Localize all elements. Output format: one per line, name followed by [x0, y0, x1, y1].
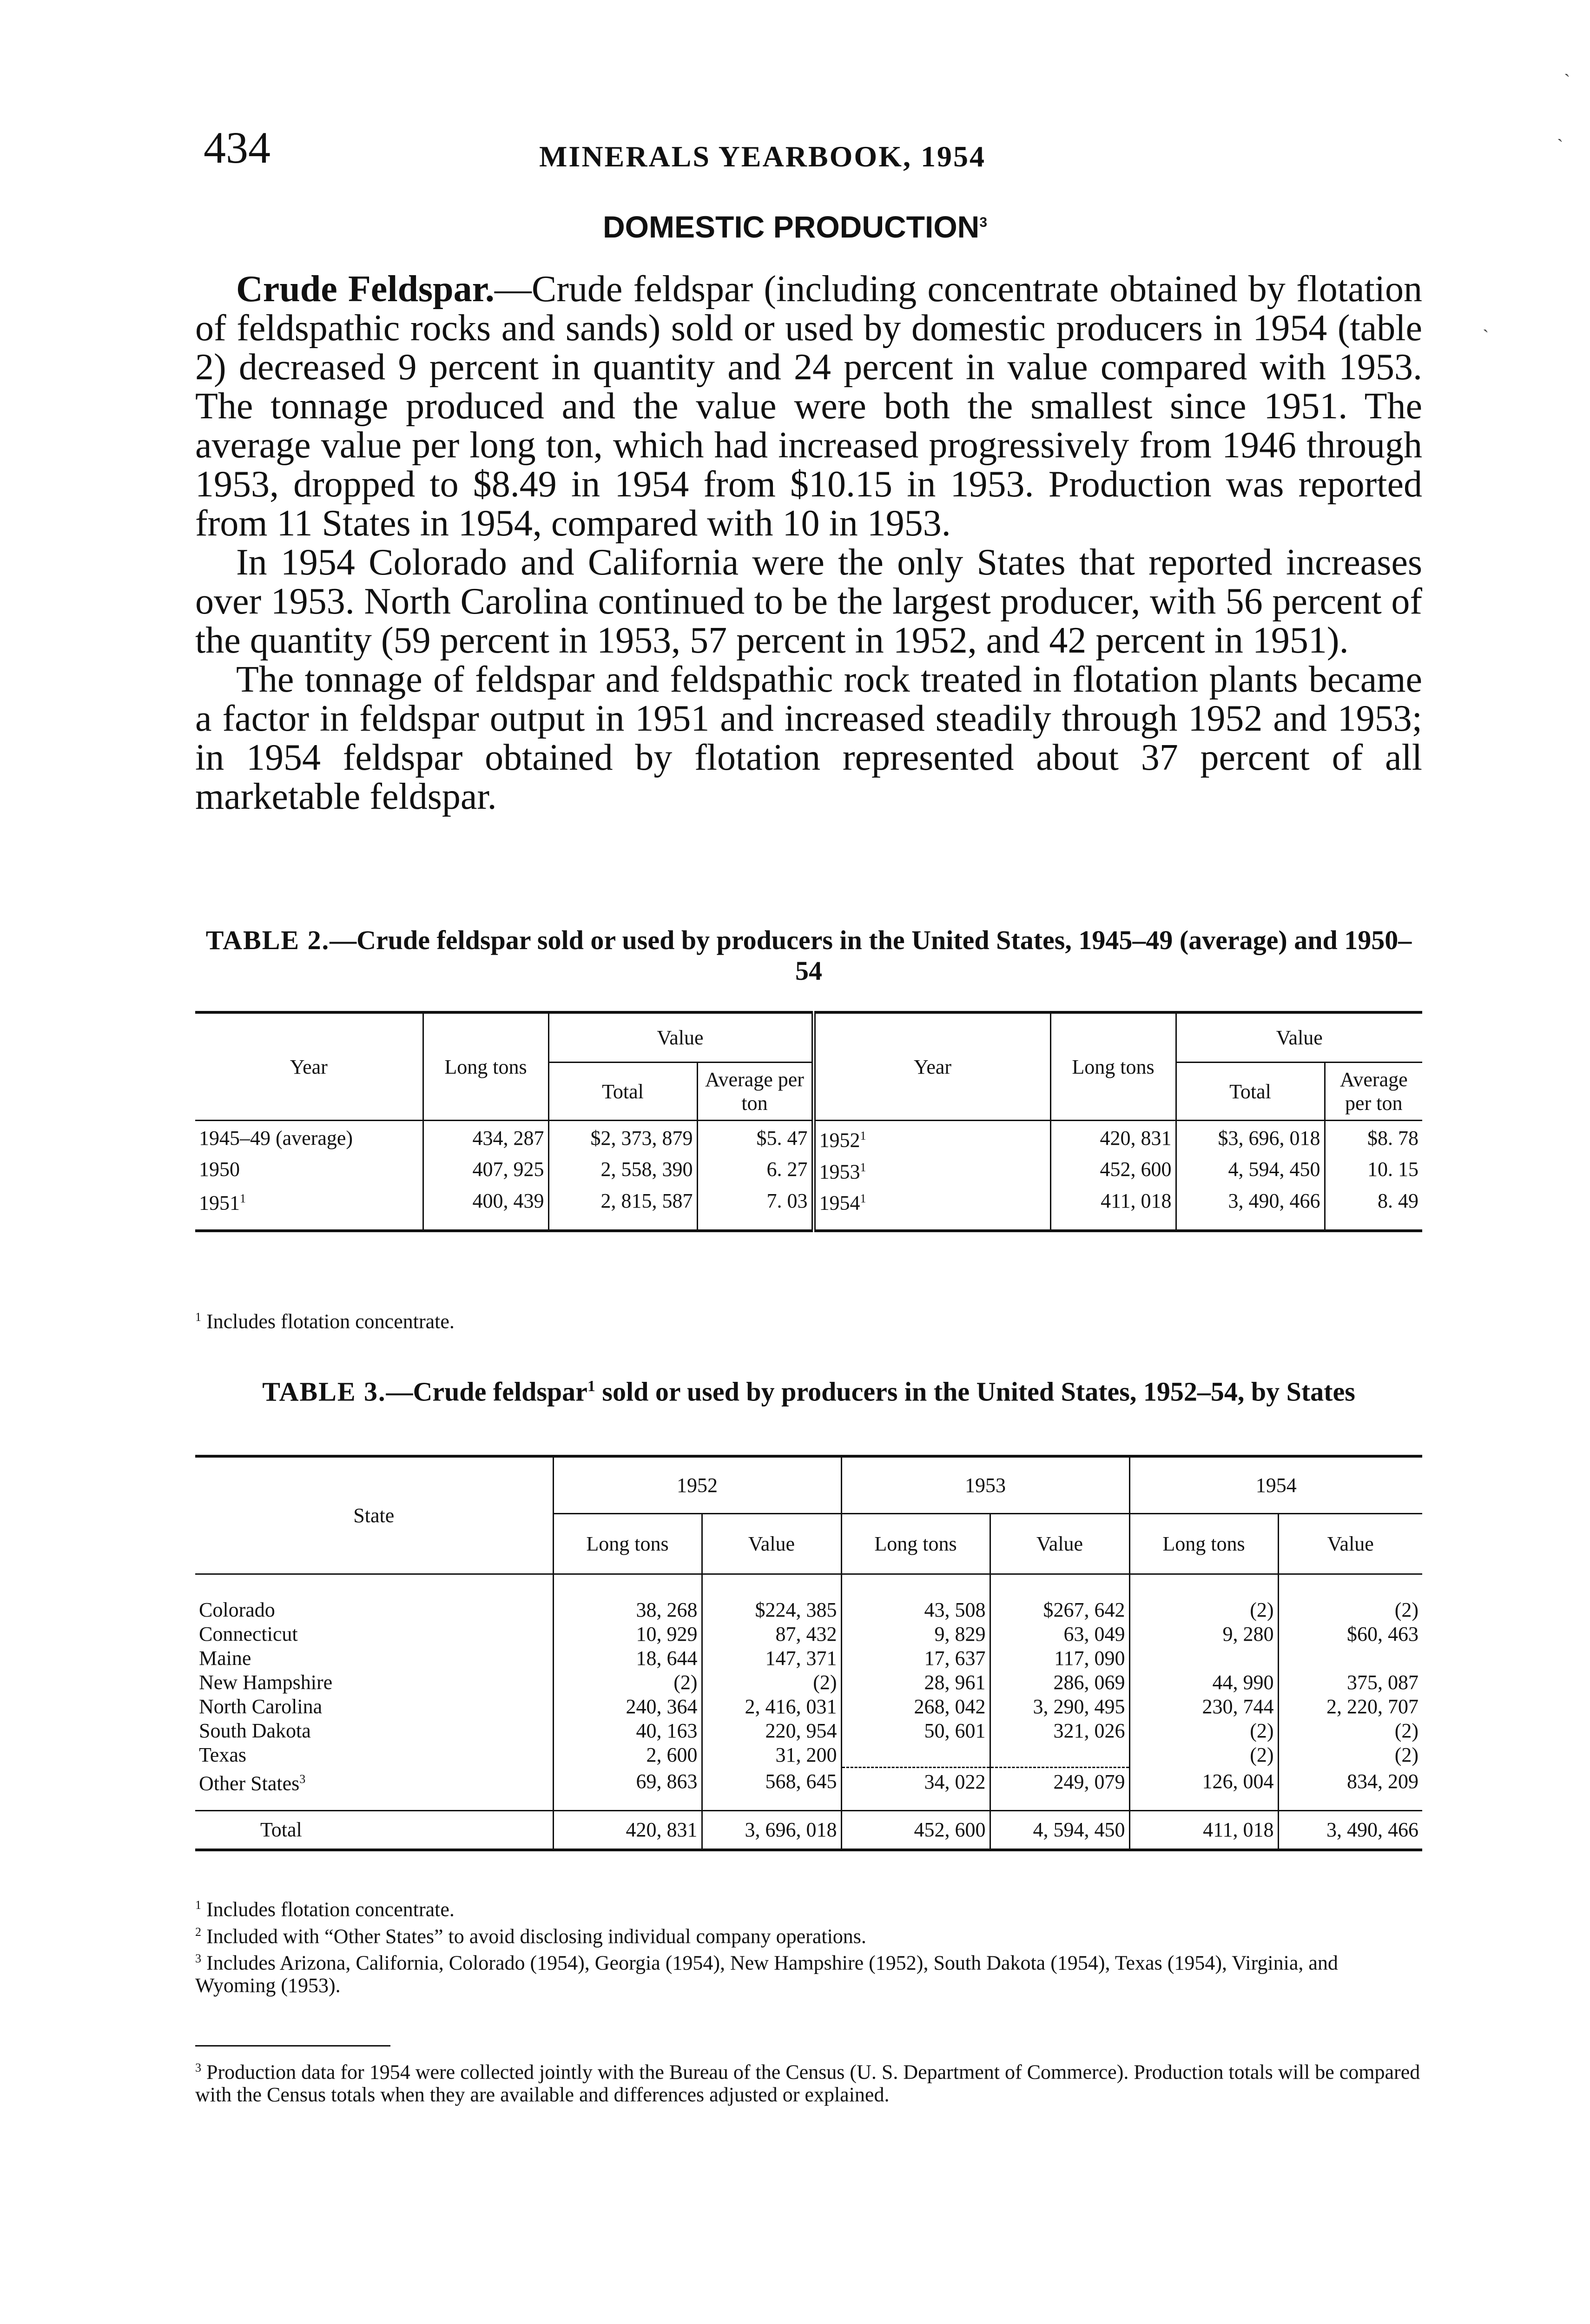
paragraph-1	[195, 270, 1422, 543]
footnote	[195, 1921, 1422, 1948]
long-tons-cell: 411, 018	[1129, 1810, 1278, 1850]
footnote-divider	[195, 2045, 390, 2047]
footnote-text: Includes flotation concentrate.	[206, 1898, 455, 1921]
table-2-label: TABLE 2.	[205, 925, 330, 955]
table-row	[195, 1767, 1422, 1810]
table-2	[195, 1011, 1422, 1232]
long-tons-cell	[1129, 1646, 1278, 1670]
long-tons-cell: (2)	[1129, 1574, 1278, 1623]
year: 1945–49 (average)	[199, 1126, 353, 1149]
long-tons-cell: 230, 744	[1129, 1695, 1278, 1719]
table-3-header-long-tons-1954: Long tons	[1129, 1514, 1278, 1574]
year: 1952	[819, 1129, 860, 1152]
table-row	[195, 1153, 1422, 1184]
value-cell: 2, 220, 707	[1326, 1695, 1418, 1718]
table-2-header-value-right: Value	[1176, 1012, 1422, 1063]
total-cell: $2, 373, 879	[548, 1121, 697, 1153]
table-row	[195, 1622, 1422, 1646]
state-cell: Maine	[195, 1646, 553, 1670]
table-3-footnotes	[195, 1894, 1422, 1997]
footnote-ref: 1	[860, 1160, 866, 1174]
value-cell: 375, 087	[1347, 1671, 1418, 1694]
table-2-header-long-tons-left: Long tons	[423, 1012, 548, 1121]
long-tons-cell: 40, 163	[553, 1719, 702, 1743]
table-row	[195, 1646, 1422, 1670]
table-3-header-1954: 1954	[1129, 1456, 1422, 1514]
long-tons-cell: (2)	[553, 1670, 702, 1695]
long-tons-cell: 44, 990	[1129, 1670, 1278, 1695]
table-3-caption	[195, 1371, 1422, 1407]
footnote-text: Production data for 1954 were collected jointly with the Bureau of the Census (U. S. Department of Commerce). Production totals will be compared with the Census totals when they are available and differences adjusted or explained.	[195, 2060, 1420, 2106]
paragraph-lead-in: Crude Feldspar.	[236, 269, 495, 310]
long-tons-cell: 9, 280	[1129, 1622, 1278, 1646]
table-2-header-long-tons-right: Long tons	[1050, 1012, 1176, 1121]
footnote-text: Included with “Other States” to avoid disclosing individual company operations.	[206, 1925, 866, 1948]
year-cell	[195, 1153, 423, 1184]
average-cell: 8. 49	[1378, 1189, 1418, 1213]
long-tons-cell	[841, 1743, 990, 1767]
year: 1950	[199, 1158, 240, 1181]
state-cell: North Carolina	[195, 1695, 553, 1719]
value-cell: (2)	[1394, 1743, 1418, 1766]
total-cell: 2, 815, 587	[548, 1184, 697, 1231]
table-row	[195, 1121, 1422, 1153]
year-cell	[813, 1121, 1050, 1153]
section-title-text: DOMESTIC PRODUCTION	[602, 210, 980, 244]
table-3-title-post: sold or used by producers in the United States, 1952–54, by States	[602, 1376, 1355, 1407]
value-cell: (2)	[1394, 1598, 1418, 1621]
total-cell: $3, 696, 018	[1176, 1121, 1325, 1153]
table-3-label: TABLE 3.	[262, 1376, 386, 1407]
long-tons-cell: 452, 600	[841, 1810, 990, 1850]
total-label: Total	[195, 1810, 553, 1850]
total-row	[195, 1810, 1422, 1850]
value-cell: 3, 696, 018	[702, 1810, 841, 1850]
value-cell: 31, 200	[702, 1743, 841, 1767]
paragraph-2: In 1954 Colorado and California were the only States that reported increases over 1953. North Carolina continued to be the largest producer, with 56 percent of the quantity (59 percent in 1953, 57 percent in 1952, and 42 percent in 1951).	[195, 542, 1422, 661]
long-tons-cell: 452, 600	[1050, 1153, 1176, 1184]
paragraph-3: The tonnage of feldspar and feldspathic rock treated in flotation plants became a factor in feldspar output in 1951 and increased steadily through 1952 and 1953; in 1954 feldspar obtained by flotation represented about 37 percent of all marketable feldspar.	[195, 659, 1422, 817]
value-cell: $60, 463	[1347, 1623, 1418, 1645]
table-2-footnote	[195, 1306, 1422, 1333]
state-cell: Colorado	[195, 1574, 553, 1623]
long-tons-cell: 43, 508	[841, 1574, 990, 1623]
year: 1954	[819, 1191, 860, 1215]
long-tons-cell: 240, 364	[553, 1695, 702, 1719]
year: 1953	[819, 1160, 860, 1183]
state-cell: New Hampshire	[195, 1670, 553, 1695]
paragraph-1-text: —Crude feldspar (including concentrate obtained by flotation of feldspathic rocks and sands) sold or used by domestic producers in 1954 (table 2) decreased 9 percent in quantity and 24 percent in value compared with 1953. The tonnage produced and the value were both the smallest since 1951. The average value per long ton, which had increased progressively from 1946 through 1953, dropped to $8.49 in 1954 from $10.15 in 1953. Production was reported from 11 States in 1954, compared with 10 in 1953.	[195, 269, 1422, 544]
table-3	[195, 1455, 1422, 1851]
table-3-header-1953: 1953	[841, 1456, 1129, 1514]
table-3-header-long-tons-1952: Long tons	[553, 1514, 702, 1574]
value-cell	[990, 1743, 1129, 1767]
average-cell: 7. 03	[697, 1184, 813, 1231]
average-cell: 6. 27	[697, 1153, 813, 1184]
value-cell: $224, 385	[702, 1574, 841, 1623]
value-cell: 63, 049	[990, 1622, 1129, 1646]
long-tons-cell: 69, 863	[553, 1767, 702, 1810]
footnote-ref: 1	[860, 1129, 866, 1142]
total-cell: 2, 558, 390	[548, 1153, 697, 1184]
value-cell: 568, 645	[702, 1767, 841, 1810]
footnote-number: 3	[195, 1952, 201, 1966]
table-2-caption	[195, 925, 1422, 986]
long-tons-cell: 434, 287	[423, 1121, 548, 1153]
value-cell: 321, 026	[990, 1719, 1129, 1743]
state-cell: South Dakota	[195, 1719, 553, 1743]
table-3-caption-footnote-ref: 1	[587, 1378, 595, 1395]
value-cell: 4, 594, 450	[990, 1810, 1129, 1850]
table-2-header-average-right: Average per ton	[1325, 1063, 1422, 1121]
footnote	[195, 1948, 1422, 1997]
long-tons-cell: 268, 042	[841, 1695, 990, 1719]
long-tons-cell: 407, 925	[423, 1153, 548, 1184]
value-cell: $267, 642	[990, 1574, 1129, 1623]
footnote	[195, 1894, 1422, 1921]
value-cell: 3, 490, 466	[1278, 1810, 1422, 1850]
value-cell: 834, 209	[1347, 1769, 1418, 1793]
value-cell	[1278, 1646, 1422, 1670]
total-cell: 3, 490, 466	[1176, 1184, 1325, 1231]
year-cell	[813, 1153, 1050, 1184]
long-tons-cell: 420, 831	[553, 1810, 702, 1850]
state-cell: Texas	[195, 1743, 553, 1767]
long-tons-cell: (2)	[1129, 1719, 1278, 1743]
value-cell: 3, 290, 495	[990, 1695, 1129, 1719]
value-cell: 147, 371	[702, 1646, 841, 1670]
long-tons-cell: (2)	[1129, 1743, 1278, 1767]
value-cell: 249, 079	[990, 1767, 1129, 1810]
long-tons-cell: 34, 022	[841, 1767, 990, 1810]
section-title-footnote-ref: 3	[979, 215, 988, 230]
total-cell: 4, 594, 450	[1176, 1153, 1325, 1184]
page-number: 434	[204, 123, 270, 172]
average-cell: $5. 47	[697, 1121, 813, 1153]
long-tons-cell: 18, 644	[553, 1646, 702, 1670]
table-2-header-average-left: Average per ton	[697, 1063, 813, 1121]
long-tons-cell: 2, 600	[553, 1743, 702, 1767]
long-tons-cell: 126, 004	[1129, 1767, 1278, 1810]
table-2-title: —Crude feldspar sold or used by producers in the United States, 1945–49 (average) and 1950–54	[330, 925, 1412, 986]
table-row	[195, 1743, 1422, 1767]
scan-mark: ˋ	[1557, 135, 1564, 156]
year: 1951	[199, 1191, 240, 1215]
average-cell: $8. 78	[1367, 1126, 1418, 1149]
footnote-number: 1	[195, 1310, 201, 1324]
running-head: MINERALS YEARBOOK, 1954	[539, 140, 986, 173]
table-3-header-state: State	[195, 1456, 553, 1574]
long-tons-cell: 400, 439	[423, 1184, 548, 1231]
footnote-number: 2	[195, 1925, 201, 1939]
state-name: Other States	[199, 1772, 300, 1795]
table-row	[195, 1574, 1422, 1623]
table-row	[195, 1670, 1422, 1695]
section-title	[0, 209, 1590, 244]
long-tons-cell: 420, 831	[1050, 1121, 1176, 1153]
long-tons-cell: 9, 829	[841, 1622, 990, 1646]
table-2-header-total-left: Total	[548, 1063, 697, 1121]
page-footnote	[195, 2057, 1422, 2106]
value-cell: 2, 416, 031	[702, 1695, 841, 1719]
table-row	[195, 1184, 1422, 1231]
footnote-ref: 3	[299, 1772, 306, 1786]
table-3-header-value-1953: Value	[990, 1514, 1129, 1574]
table-3-title-pre: —Crude feldspar	[386, 1376, 587, 1407]
value-cell: (2)	[702, 1670, 841, 1695]
table-3-header-long-tons-1953: Long tons	[841, 1514, 990, 1574]
year-cell	[813, 1184, 1050, 1231]
average-cell: 10. 15	[1367, 1158, 1418, 1181]
footnote-text: Includes flotation concentrate.	[206, 1310, 455, 1333]
scan-mark: ˋ	[1564, 70, 1570, 91]
value-cell: 286, 069	[990, 1670, 1129, 1695]
scan-mark: ˋ	[1483, 326, 1489, 347]
long-tons-cell: 10, 929	[553, 1622, 702, 1646]
long-tons-cell: 411, 018	[1050, 1184, 1176, 1231]
table-2-header-total-right: Total	[1176, 1063, 1325, 1121]
footnote-ref: 1	[240, 1192, 246, 1206]
footnote-text: Includes Arizona, California, Colorado (1954), Georgia (1954), New Hampshire (1952), South Dakota (1954), Texas (1954), Virginia, and Wyoming (1953).	[195, 1951, 1338, 1997]
table-row	[195, 1719, 1422, 1743]
value-cell: 87, 432	[702, 1622, 841, 1646]
year-cell	[195, 1184, 423, 1231]
footnote-number: 1	[195, 1898, 201, 1912]
table-3-header-value-1952: Value	[702, 1514, 841, 1574]
value-cell: 220, 954	[702, 1719, 841, 1743]
long-tons-cell: 28, 961	[841, 1670, 990, 1695]
footnote-number: 3	[195, 2061, 201, 2074]
year-cell	[195, 1121, 423, 1153]
table-2-header-value-left: Value	[548, 1012, 813, 1063]
table-3-header-value-1954: Value	[1278, 1514, 1422, 1574]
state-cell	[195, 1767, 553, 1810]
value-cell: 117, 090	[990, 1646, 1129, 1670]
table-2-header-year-left: Year	[195, 1012, 423, 1121]
long-tons-cell: 17, 637	[841, 1646, 990, 1670]
long-tons-cell: 38, 268	[553, 1574, 702, 1623]
long-tons-cell: 50, 601	[841, 1719, 990, 1743]
value-cell: (2)	[1394, 1719, 1418, 1742]
footnote-ref: 1	[860, 1192, 866, 1206]
table-row	[195, 1695, 1422, 1719]
table-2-header-year-right: Year	[813, 1012, 1050, 1121]
table-3-header-1952: 1952	[553, 1456, 841, 1514]
state-cell: Connecticut	[195, 1622, 553, 1646]
body-text	[195, 270, 1422, 816]
